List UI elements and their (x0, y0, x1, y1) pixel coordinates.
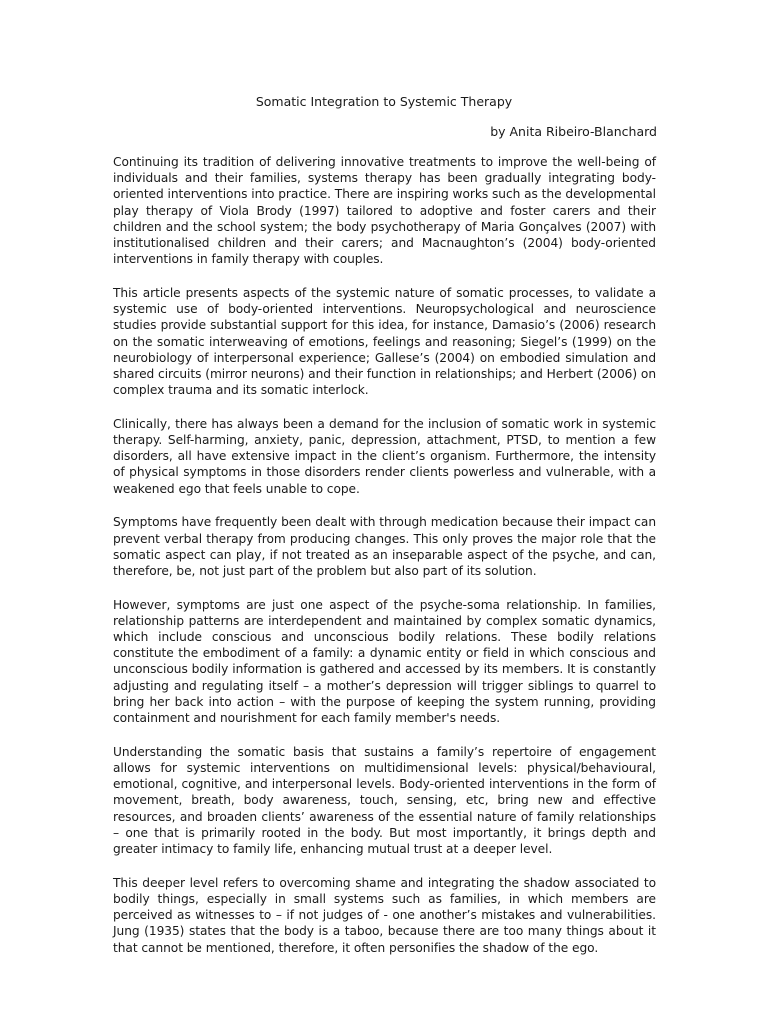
paragraph-5: However, symptoms are just one aspect of the psyche-soma relationship. In families, relationship patterns are interdependent and maintained by complex somatic dynamics, which include conscious and unconscious bodily relations. These bodily relations constitute the embodiment of a family: a dynamic entity or field in which conscious and unconscious bodily information is gathered and accessed by its members. It is constantly adjusting and regulating itself – a mother’s depression will trigger siblings to quarrel to bring her back into action – with the purpose of keeping the system running, providing containment and nourishment for each family member's needs. (113, 597, 656, 726)
author-byline: by Anita Ribeiro-Blanchard (490, 124, 657, 139)
paragraph-2: This article presents aspects of the systemic nature of somatic processes, to validate a systemic use of body-oriented interventions. Neuropsychological and neuroscience studies provide substantial support for this idea, for instance, Damasio’s (2006) research on the somatic interweaving of emotions, feelings and reasoning; Siegel’s (1999) on the neurobiology of interpersonal experience; Gallese’s (2004) on embodied simulation and shared circuits (mirror neurons) and their function in relationships; and Herbert (2006) on complex trauma and its somatic interlock. (113, 285, 656, 398)
paragraph-7: This deeper level refers to overcoming shame and integrating the shadow associated to bodily things, especially in small systems such as families, in which members are perceived as witnesses to – if not judges of - one another’s mistakes and vulnerabilities. Jung (1935) states that the body is a taboo, because there are too many things about it that cannot be mentioned, therefore, it often personifies the shadow of the ego. (113, 875, 656, 955)
document-title: Somatic Integration to Systemic Therapy (255, 94, 513, 109)
article-body (113, 154, 656, 973)
paragraph-3: Clinically, there has always been a demand for the inclusion of somatic work in systemic therapy. Self-harming, anxiety, panic, depression, attachment, PTSD, to mention a few disorders, all have extensive impact in the client’s organism. Furthermore, the intensity of physical symptoms in those disorders render clients powerless and vulnerable, with a weakened ego that feels unable to cope. (113, 416, 656, 496)
paragraph-6: Understanding the somatic basis that sustains a family’s repertoire of engagement allows for systemic interventions on multidimensional levels: physical/behavioural, emotional, cognitive, and interpersonal levels. Body-oriented interventions in the form of movement, breath, body awareness, touch, sensing, etc, bring new and effective resources, and broaden clients’ awareness of the essential nature of family relationships – one that is primarily rooted in the body. But most importantly, it brings depth and greater intimacy to family life, enhancing mutual trust at a deeper level. (113, 744, 656, 857)
paragraph-1: Continuing its tradition of delivering innovative treatments to improve the well-being of individuals and their families, systems therapy has been gradually integrating body-oriented interventions into practice. There are inspiring works such as the developmental play therapy of Viola Brody (1997) tailored to adoptive and foster carers and their children and the school system; the body psychotherapy of Maria Gonçalves (2007) with institutionalised children and their carers; and Macnaughton’s (2004) body-oriented interventions in family therapy with couples. (113, 155, 656, 267)
paragraph-4: Symptoms have frequently been dealt with through medication because their impact can prevent verbal therapy from producing changes. This only proves the major role that the somatic aspect can play, if not treated as an inseparable aspect of the psyche, and can, therefore, be, not just part of the problem but also part of its solution. (113, 515, 656, 578)
